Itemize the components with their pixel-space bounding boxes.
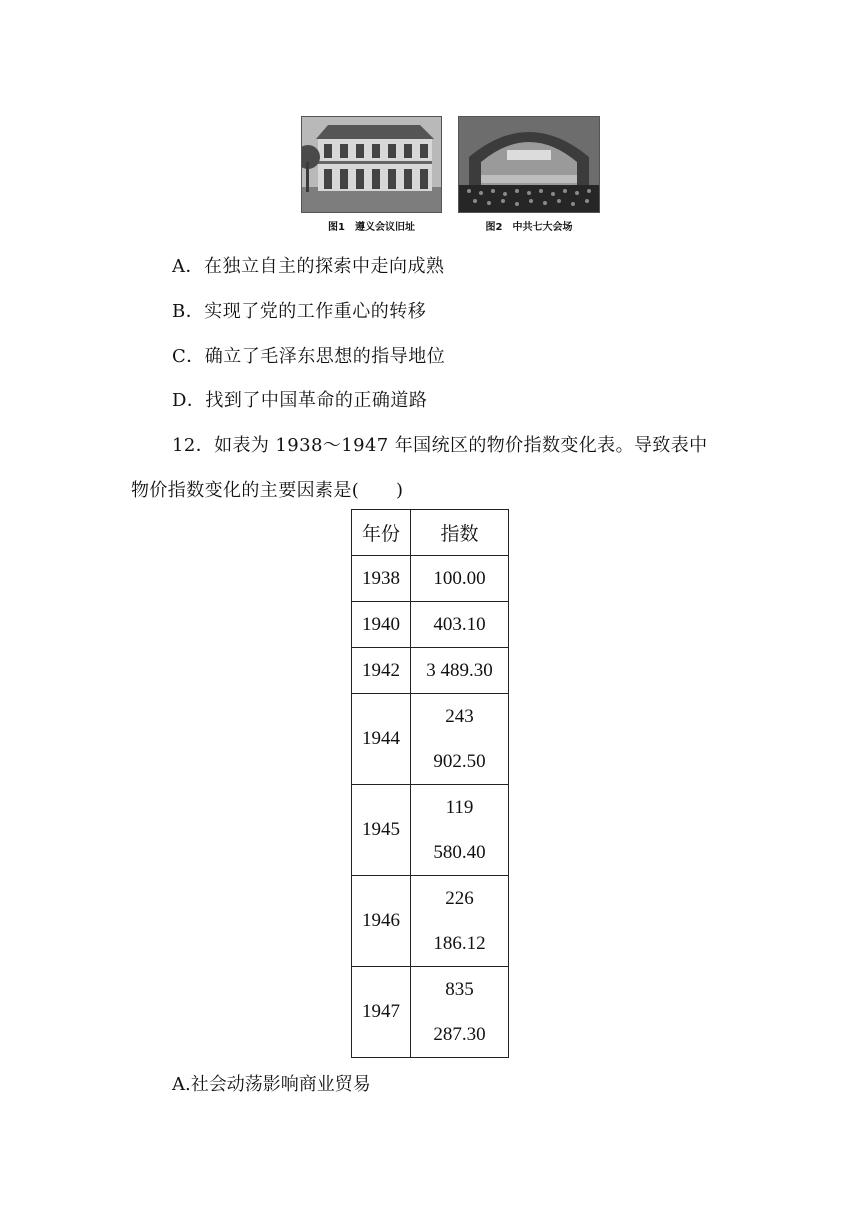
index-part-1: 243 xyxy=(445,706,474,727)
table-row xyxy=(352,967,509,1058)
figure-1-caption: 图1 遵义会议旧址 xyxy=(328,222,415,233)
option-a-q12[interactable]: A.社会动荡影响商业贸易 xyxy=(172,1074,371,1095)
index-cell xyxy=(411,876,509,967)
assembly-hall-photo-icon xyxy=(458,116,600,213)
option-b[interactable]: B．实现了党的工作重心的转移 xyxy=(172,301,427,322)
table-row xyxy=(352,876,509,967)
index-cell xyxy=(411,967,509,1058)
table-row xyxy=(352,556,509,602)
index-part-2: 287.30 xyxy=(433,1024,486,1045)
index-part-2: 186.12 xyxy=(433,933,486,954)
index-cell: 3 489.30 xyxy=(411,648,509,694)
index-cell: 100.00 xyxy=(411,556,509,602)
table-header-row xyxy=(352,510,509,556)
year-cell: 1940 xyxy=(352,602,411,648)
index-cell xyxy=(411,694,509,785)
question-12-line-2: 物价指数变化的主要因素是( ) xyxy=(131,480,404,501)
figure-1 xyxy=(301,116,442,233)
index-part-1: 835 xyxy=(445,979,474,1000)
figure-2-caption: 图2 中共七大会场 xyxy=(485,222,573,233)
year-cell: 1942 xyxy=(352,648,411,694)
index-part-1: 226 xyxy=(445,888,474,909)
building-photo-icon xyxy=(301,116,442,213)
table-row xyxy=(352,785,509,876)
year-cell: 1947 xyxy=(352,967,411,1058)
question-12-line-1: 12．如表为 1938～1947 年国统区的物价指数变化表。导致表中 xyxy=(172,435,708,456)
index-part-1: 119 xyxy=(445,797,474,818)
index-part-2: 580.40 xyxy=(433,842,486,863)
index-cell xyxy=(411,785,509,876)
year-cell: 1938 xyxy=(352,556,411,602)
option-d[interactable]: D．找到了中国革命的正确道路 xyxy=(172,390,428,411)
table-row xyxy=(352,648,509,694)
option-c[interactable]: C．确立了毛泽东思想的指导地位 xyxy=(172,346,446,367)
price-index-table xyxy=(351,509,509,1058)
year-cell: 1946 xyxy=(352,876,411,967)
table-row xyxy=(352,694,509,785)
table-row xyxy=(352,602,509,648)
year-cell: 1944 xyxy=(352,694,411,785)
option-a[interactable]: A．在独立自主的探索中走向成熟 xyxy=(172,256,445,277)
header-year: 年份 xyxy=(352,510,411,556)
figure-2 xyxy=(458,116,600,233)
index-part-2: 902.50 xyxy=(433,751,486,772)
header-index: 指数 xyxy=(411,510,509,556)
year-cell: 1945 xyxy=(352,785,411,876)
index-cell: 403.10 xyxy=(411,602,509,648)
